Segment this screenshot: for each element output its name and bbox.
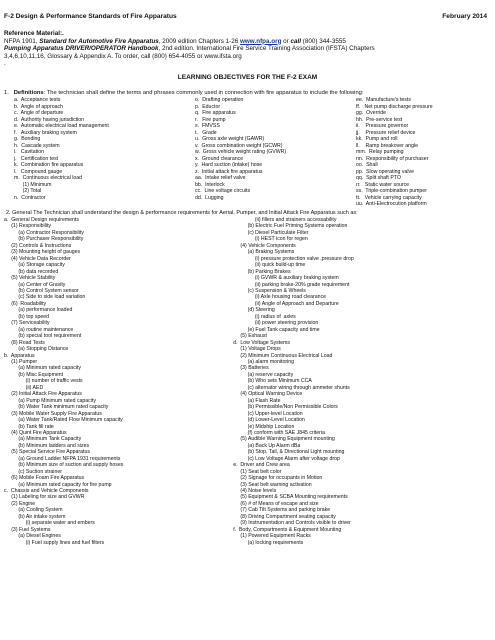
definition-term: (1) Minimum xyxy=(14,181,52,188)
definition-term: n. Contractor xyxy=(14,194,46,201)
requirement-item: (a) performance loaded xyxy=(4,307,73,314)
requirement-item: b. Apparatus xyxy=(4,352,35,359)
requirement-item: (3) Batteries xyxy=(226,365,269,372)
requirement-item: (4) Optical Warning Device xyxy=(226,391,303,398)
definition-term: x. Ground clearance xyxy=(195,155,244,162)
requirement-item: (8) Road Tests xyxy=(4,339,45,346)
requirement-item: (a) Minimum Tank Capacity xyxy=(4,436,82,443)
requirement-item: (c) Diesel Particulate Filter xyxy=(226,229,309,236)
requirement-item: (ii) quick build-up time xyxy=(226,262,306,269)
requirement-item: (4) Vehicle Data Recorder xyxy=(4,255,71,262)
requirement-item: (b) Parking Brakes xyxy=(226,268,291,275)
definition-term: u. Gross axle weight (GAWR) xyxy=(195,136,265,142)
definition-term: uu. Anti-Electrocution platform xyxy=(356,201,427,207)
requirement-item: (3) Mounting height of gauges xyxy=(4,249,81,256)
nfpa-link[interactable]: www.nfpa.org xyxy=(240,37,282,45)
requirement-item: (2) Minimum Continuous Electrical Load xyxy=(226,352,333,359)
definition-term: j. Certification test xyxy=(14,155,59,162)
requirement-item: (4) Quint Fire Apparatus xyxy=(4,429,67,436)
definition-term: a. Acceptance tests xyxy=(14,97,61,103)
ref-text: or xyxy=(281,37,291,45)
definition-term: l. Compound gauge xyxy=(14,168,63,175)
definition-term: h. Cascade system xyxy=(14,142,60,149)
definition-term: q. Fire apparatus xyxy=(195,110,236,116)
requirement-item: (5) Exhaust xyxy=(226,333,267,340)
requirement-item: (a) Water Tank/Rated Flow Minimum capacity xyxy=(4,417,123,424)
requirement-item: (a) Center of Gravity xyxy=(4,281,66,288)
requirement-item: (a) Pump Minimum rated capacity xyxy=(4,397,96,404)
requirement-item: (c) Suspension & Wheels xyxy=(226,287,306,294)
requirement-item: (ii) fillers and strainers accessability xyxy=(226,217,337,223)
requirement-item: (a) Minimum rated capacity for fire pump xyxy=(4,481,112,488)
definition-term: bb. Interlock xyxy=(195,181,225,188)
requirement-item: (5) Audible Warning Equipment mounting xyxy=(226,436,335,443)
requirement-item: (i) radius of axles xyxy=(226,313,296,320)
requirement-item: (b) Control System sensor xyxy=(4,287,79,294)
requirement-item: (ii) Angle of Approach and Departure xyxy=(226,300,339,307)
definition-term: r. Fire pump xyxy=(195,116,226,123)
requirement-item: (2) Signage for occupants in Motion xyxy=(226,475,323,482)
requirement-item: d. Low Voltage Systems xyxy=(226,339,291,346)
requirement-item: (a) Ground Ladder NFPA 1931 requirements xyxy=(4,455,121,462)
reference-line-3: 3,4,6,10,11,16, Glossary & Appendix A. To order, call (800) 654-4055 or www.ifsta.org xyxy=(4,52,242,60)
requirement-item: (b) Stop, Tail, & Directional Light mounting xyxy=(226,449,345,456)
requirement-item: (5) Vehicle Stability xyxy=(4,275,56,282)
ref-phone: (800) 344-3555 xyxy=(301,37,346,45)
definition-term: c. Angle of departure xyxy=(14,110,64,116)
definitions-column-3 xyxy=(356,97,433,208)
requirement-item: (9) Instrumentation and Controls visible to driver xyxy=(226,520,351,527)
requirement-item: (a) reserve capacity xyxy=(226,371,294,378)
requirement-item: (1) Pumper xyxy=(4,358,38,365)
requirement-item: (d) Lower-Level Location xyxy=(226,417,305,424)
requirement-item: (b) Tank fill rate xyxy=(4,423,54,430)
requirement-item: e. Driver and Crew area xyxy=(226,462,290,469)
requirement-item: (e) Midship Location xyxy=(226,423,295,430)
definition-term: gg. Override xyxy=(356,110,386,116)
requirement-item: (2) Initial Attack Fire Apparatus xyxy=(4,391,82,398)
definitions-text: : The technician shall define the terms and phrases commonly used in connection with fire apparatus to include the following: xyxy=(43,90,364,96)
requirement-item: (1) Labeling for size and GVWR xyxy=(4,494,85,501)
requirement-item: (d) Steering xyxy=(226,307,275,314)
requirement-item: (c) Upper-level Location xyxy=(226,410,303,417)
requirement-item: (a) Stopping Distance xyxy=(4,346,69,353)
requirement-item: (b) Misc Equipment xyxy=(4,371,64,378)
requirement-item: (b) data recorded xyxy=(4,268,59,275)
requirement-item: (a) Cooling System xyxy=(4,507,63,514)
definition-term: hh. Pre-service test xyxy=(356,116,403,123)
requirement-item: (e) Fuel Tank capacity and time xyxy=(226,326,320,333)
requirement-item: (a) Storage capacity xyxy=(4,262,65,269)
definition-term: cc. Line voltage circuits xyxy=(195,188,251,194)
requirement-item: (b) Purchaser Responsibility xyxy=(4,236,84,243)
definition-term: o. Drafting operation xyxy=(195,97,244,103)
definition-term: i. Cavitation xyxy=(14,149,44,155)
definition-term: ff. Net pump discharge pressure xyxy=(356,103,433,110)
requirement-item: (b) Minimum ladders and sizes xyxy=(4,442,90,449)
requirement-item: (5) Special Service Fire Apparatus xyxy=(4,449,90,456)
definition-term: jj. Pressure relief device xyxy=(356,129,416,136)
requirement-item: (ii) power steering provision xyxy=(226,320,319,327)
objectives-title: LEARNING OBJECTIVES FOR THE F-2 EXAM xyxy=(177,74,318,81)
definition-term: e. Automatic electrical load management xyxy=(14,123,109,129)
requirement-item: (2) Controls & Instructions xyxy=(4,242,72,249)
definition-term: ii. Pressure governor xyxy=(356,123,409,129)
definition-term: aa. Intake relief valve xyxy=(195,175,246,181)
requirement-item: (3) Fuel Systems xyxy=(4,526,51,533)
requirement-item: (f) conform with SAE J845 criteria xyxy=(226,429,325,436)
requirement-item: (1) Responsibility xyxy=(4,223,51,230)
ref-title: Standard for Automotive Fire Apparatus xyxy=(39,37,159,45)
definition-term: mm. Relay pumping xyxy=(356,149,404,155)
requirements-right-column xyxy=(226,217,354,546)
definition-term: w. Gross vehicle weight rating (GVWR) xyxy=(195,149,287,155)
reference-line-1 xyxy=(4,38,489,46)
definition-term: k. Combination fire apparatus xyxy=(14,162,84,168)
reference-material xyxy=(4,30,489,68)
requirement-item: (a) alarm monitoring xyxy=(226,358,295,365)
requirement-item: (6) Mobile Foam Fire Apparatus xyxy=(4,475,85,482)
ref-call: call xyxy=(290,37,302,45)
requirement-item: (a) Back Up Alarm dBa xyxy=(226,442,301,449)
definition-term: tt. Vehicle carrying capacity xyxy=(356,194,422,201)
requirement-item: (b) Electric Fuel Priming Systems operation xyxy=(226,223,348,230)
requirement-item: (i) number of traffic vests xyxy=(4,378,83,385)
definition-term: ss. Triple-combination pumper xyxy=(356,188,427,194)
requirement-item: (7) Serviceability xyxy=(4,320,50,327)
requirement-item: (b) Permissible/Non Permissible Colors xyxy=(226,404,338,411)
requirement-item: (c) Low Voltage Alarm after voltage drop xyxy=(226,455,340,462)
ref-text: , 2009 edition Chapters 1-26 xyxy=(158,37,241,45)
requirement-item: (i) HEST icon for regen xyxy=(226,236,308,243)
definition-term: b. Angle of approach xyxy=(14,103,64,110)
requirement-item: (6) # of Means of escape and size xyxy=(226,500,319,507)
definition-term: y. Hard suction (intake) hose xyxy=(195,162,263,168)
reference-label: Reference Material:. xyxy=(4,30,64,37)
requirement-item: (7) Cab Tilt Systems and parking brake xyxy=(226,507,331,514)
item-2-intro: 2. General The Technician shall understand the design & performance requirements for Aerial, Pumper, and Initial Attack Fire Apparatus such as: xyxy=(6,210,358,216)
requirement-item: f. Body, Compartments & Equipment Mounting xyxy=(226,526,342,533)
requirement-item: (2) Engine xyxy=(4,500,36,507)
header-title: F-2 Design & Performance Standards of Fire Apparatus xyxy=(4,13,177,20)
requirement-item: (b) Minimum size of suction and supply hoses xyxy=(4,462,124,469)
requirement-item: (i) separate water and embers xyxy=(4,520,95,527)
item-number: 1. xyxy=(4,90,9,96)
requirement-item: (a) Braking Systems xyxy=(226,249,295,256)
requirement-item: (i) Axle housing road clearance xyxy=(226,294,327,301)
definition-term: g. Bonding xyxy=(14,136,41,142)
ref-text: NFPA 1901, xyxy=(4,37,40,45)
definitions-column-2 xyxy=(195,97,286,201)
definition-term: dd. Lugging xyxy=(195,194,224,201)
requirement-item: (1) Voltage Drops xyxy=(226,346,281,353)
definition-term: t. Grade xyxy=(195,129,217,136)
definition-term: s. FMVSS xyxy=(195,123,220,129)
requirement-item: (i) pressure protection valve ,pressure drop xyxy=(226,255,354,262)
ref-title-2: Pumping Apparatus DRIVER/OPERATOR Handbook xyxy=(4,45,159,53)
definition-term: oo. Shall xyxy=(356,162,378,168)
definition-term: kk. Pump and roll xyxy=(356,136,398,142)
item-1-intro xyxy=(4,90,489,97)
definition-term: pp. Slow operating valve xyxy=(356,168,414,175)
definition-term: v. Gross combination weight (GCWR) xyxy=(195,142,283,149)
definition-term: p. Eductor xyxy=(195,103,221,110)
definition-term: d. Authority having jurisdiction xyxy=(14,116,85,123)
definition-term: nn. Responsibility of purchaser xyxy=(356,155,429,162)
requirement-item: (a) Minimum rated capacity xyxy=(4,365,81,372)
definition-term: qq. Split shaft PTO xyxy=(356,175,401,181)
requirement-item: (ii) parking brake-20% grade requirement xyxy=(226,281,350,288)
requirement-item: (b) top speed xyxy=(4,313,49,320)
requirement-item: (a) locking requirements xyxy=(226,539,304,546)
reference-line-2 xyxy=(4,45,489,53)
requirement-item: (1) Seat belt color xyxy=(226,468,282,475)
requirement-item: (8) Driving Compartment seating capacity xyxy=(226,513,336,520)
requirements-left-column xyxy=(4,217,123,546)
requirement-item: (b) Air intake system xyxy=(4,513,66,520)
requirement-item: (3) Mobile Water Supply Fire Apparatus xyxy=(4,410,102,417)
definition-term: ll. Ramp breakover angle xyxy=(356,142,418,149)
reference-line-4: . xyxy=(4,60,6,68)
requirement-item: (c) alternator wiring through ammeter shunts xyxy=(226,384,350,391)
definition-term: (2) Total xyxy=(14,188,42,194)
requirement-item: c. Chassis and Vehicle Components xyxy=(4,488,89,495)
definitions-label: Definitions xyxy=(13,90,44,96)
definition-term: m. Continuous electrical load xyxy=(14,175,83,181)
requirement-item: (a) Contractor Responsibility xyxy=(4,229,84,236)
definition-term: f. Auxiliary braking system xyxy=(14,129,77,136)
requirement-item: (5) Equipment & SCBA Mounting requirements xyxy=(226,494,348,501)
requirement-item: (1) Powered Equipment Racks xyxy=(226,533,311,540)
requirement-item: (a) routine maintenance xyxy=(4,326,74,333)
requirement-item: (4) Vehicle Components xyxy=(226,242,296,249)
requirement-item: (6) Roadability xyxy=(4,300,47,307)
requirement-item: a. General Design requirements xyxy=(4,217,79,223)
requirement-item: (3) Seat belt warning activation xyxy=(226,481,312,488)
header-date: February 2014 xyxy=(442,13,487,20)
requirement-item: (i) GVWR & auxiliary braking system xyxy=(226,275,339,282)
ref-text-2: , 2nd edition. International Fire Service Training Association (IFSTA) Chapters xyxy=(158,45,375,53)
definition-term: z. Initial attack fire apparatus xyxy=(195,168,263,175)
requirement-item: (i) Fuel supply lines and fuel filters xyxy=(4,539,105,546)
requirement-item: (a) Diesel Engines xyxy=(4,533,61,540)
definition-term: rr. Static water source xyxy=(356,181,410,188)
requirement-item: (c) Suction strainer xyxy=(4,468,62,475)
requirement-item: (b) special tool requirement xyxy=(4,333,82,340)
requirement-item: (b) Who sets Minimum CCA xyxy=(226,378,312,385)
page-header xyxy=(4,13,487,20)
requirement-item: (c) Side to side load variation xyxy=(4,294,86,301)
definitions-column-1 xyxy=(14,97,109,201)
requirement-item: (b) Water Tank minimum rated capacity xyxy=(4,404,109,411)
requirement-item: (ii) AED xyxy=(4,384,44,391)
requirement-item: (a) Flash Rate xyxy=(226,397,281,404)
requirement-item: (4) Noise levels xyxy=(226,488,277,495)
definition-term: ee. Manufacture's tests xyxy=(356,97,411,103)
